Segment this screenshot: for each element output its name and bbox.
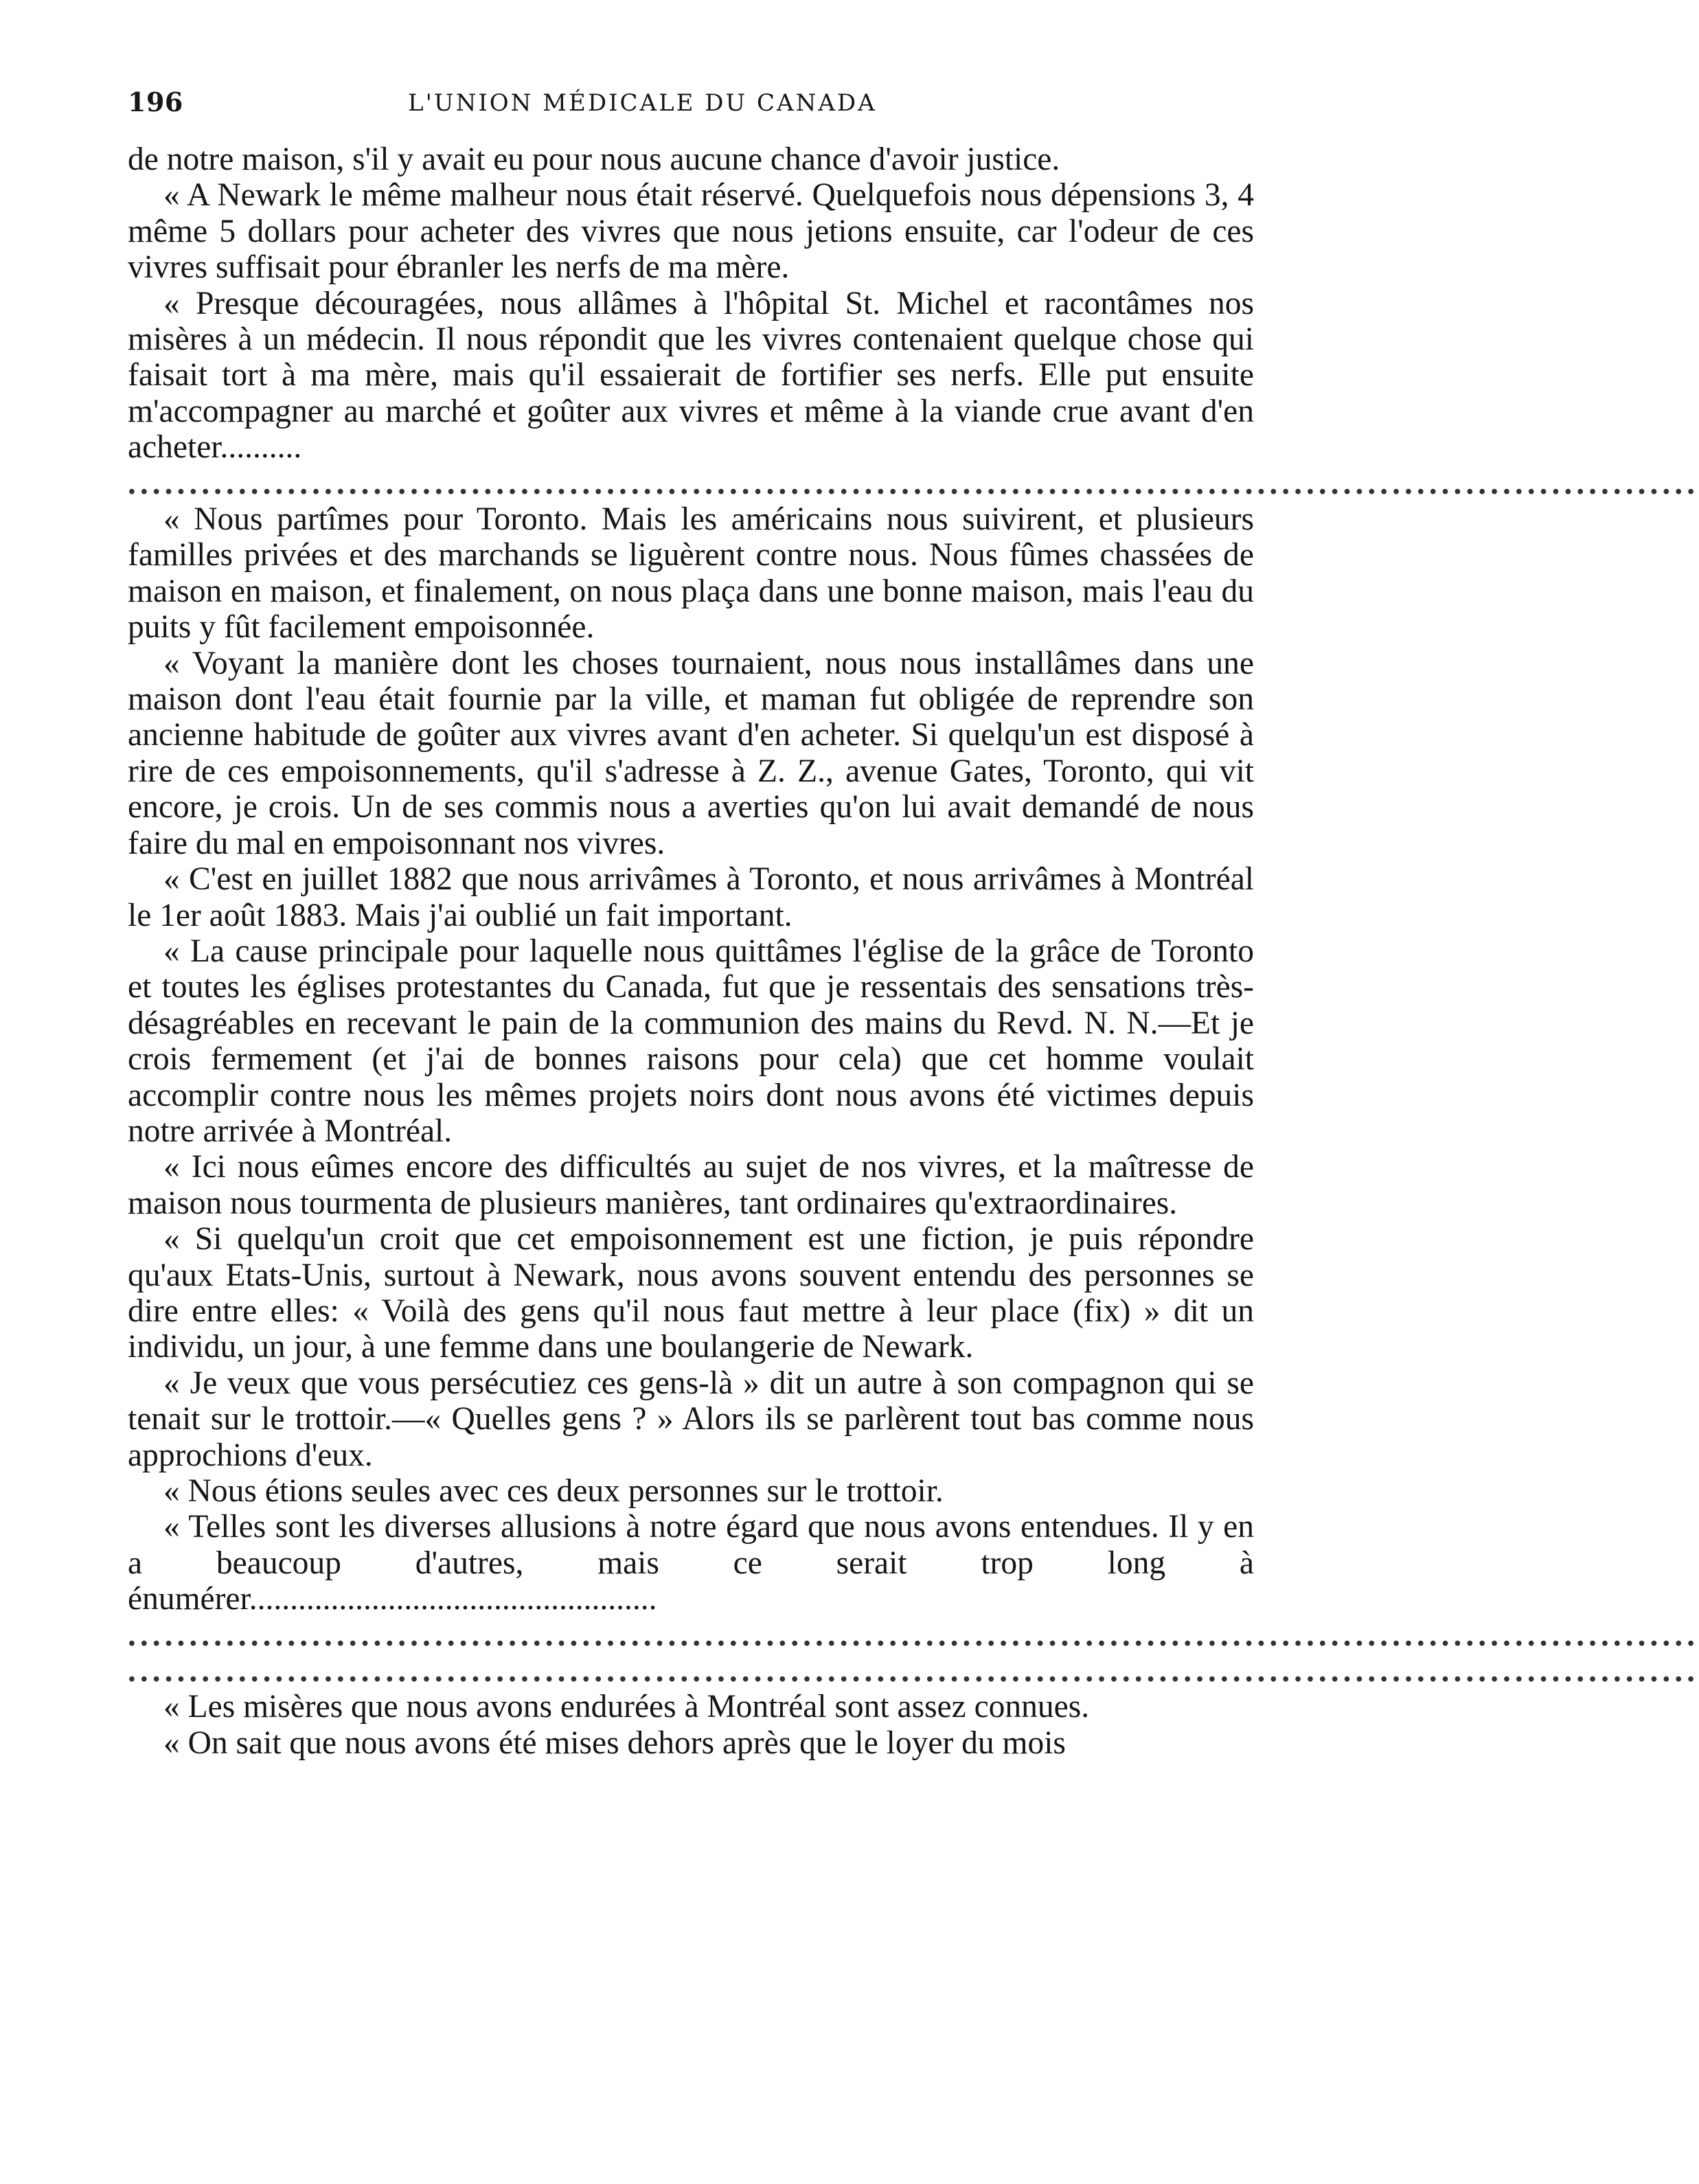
paragraph: « On sait que nous avons été mises dehors après que le loyer du mois xyxy=(163,1725,1066,1761)
paragraph: « La cause principale pour laquelle nous quittâmes l'église de la grâce de Toronto et toutes les églises protestantes du Canada, fut que je ressentais des sensations très-désagréables en recevant le pain de la communion des mains du Revd. N. N.—Et je crois fermement (et j'ai de bonnes raisons pour cela) que cet homme voulait accomplir contre nous les mêmes projets noirs dont nous avons été victimes depuis notre arrivée à Montréal. xyxy=(128,933,1254,1149)
dotted-separator: ................................................................................................................................ xyxy=(128,465,1699,501)
paragraph: de notre maison, s'il y avait eu pour nous aucune chance d'avoir justice. xyxy=(128,141,1060,177)
paragraph: « A Newark le même malheur nous était réservé. Quelquefois nous dépensions 3, 4 même 5 dollars pour acheter des vivres que nous jetions ensuite, car l'odeur de ces vivres suffisait pour ébranler les nerfs de ma mère. xyxy=(128,177,1254,286)
dotted-separator: ................................................................................................................................ xyxy=(128,1617,1699,1653)
paragraph: « Ici nous eûmes encore des difficultés au sujet de nos vivres, et la maîtresse de maison nous tourmenta de plusieurs manières, tant ordinaires qu'extraordinaires. xyxy=(128,1149,1254,1221)
running-header xyxy=(128,77,1254,125)
paragraph: « Telles sont les diverses allusions à notre égard que nous avons entendues. Il y en a beaucoup d'autres, mais ce serait trop long à énumérer.................................................. xyxy=(128,1509,1254,1617)
article-body xyxy=(128,141,1699,1761)
paragraph: « Les misères que nous avons endurées à Montréal sont assez connues. xyxy=(163,1689,1090,1725)
paragraph: « C'est en juillet 1882 que nous arrivâmes à Toronto, et nous arrivâmes à Montréal le 1er août 1883. Mais j'ai oublié un fait important. xyxy=(128,861,1254,933)
paragraph: « Si quelqu'un croit que cet empoisonnement est une fiction, je puis répondre qu'aux Etats-Unis, surtout à Newark, nous avons souvent entendu des personnes se dire entre elles: « Voilà des gens qu'il nous faut mettre à leur place (fix) » dit un individu, un jour, à une femme dans une boulangerie de Newark. xyxy=(128,1221,1254,1365)
paragraph: « Nous étions seules avec ces deux personnes sur le trottoir. xyxy=(163,1473,944,1510)
paragraph: « Je veux que vous persécutiez ces gens-là » dit un autre à son compagnon qui se tenait sur le trottoir.—« Quelles gens ? » Alors ils se parlèrent tout bas comme nous approchions d'eux. xyxy=(128,1365,1254,1473)
page-number: 196 xyxy=(128,87,183,117)
dotted-separator: ................................................................................................................................ xyxy=(128,1653,1699,1690)
page xyxy=(128,77,1699,2151)
paragraph: « Voyant la manière dont les choses tournaient, nous nous installâmes dans une maison dont l'eau était fournie par la ville, et maman fut obligée de reprendre son ancienne habitude de goûter aux vivres avant d'en acheter. Si quelqu'un est disposé à rire de ces empoisonnements, qu'il s'adresse à Z. Z., avenue Gates, Toronto, qui vit encore, je crois. Un de ses commis nous a averties qu'on lui avait demandé de nous faire du mal en empoisonnant nos vivres. xyxy=(128,645,1254,861)
paragraph: « Nous partîmes pour Toronto. Mais les américains nous suivirent, et plusieurs familles privées et des marchands se liguèrent contre nous. Nous fûmes chassées de maison en maison, et finalement, on nous plaça dans une bonne maison, mais l'eau du puits y fût facilement empoisonnée. xyxy=(128,501,1254,646)
journal-title: L'UNION MÉDICALE DU CANADA xyxy=(408,89,877,117)
paragraph: « Presque découragées, nous allâmes à l'hôpital St. Michel et racontâmes nos misères à un médecin. Il nous répondit que les vivres contenaient quelque chose qui faisait tort à ma mère, mais qu'il essaierait de fortifier ses nerfs. Elle put ensuite m'accompagner au marché et goûter aux vivres et même à la viande crue avant d'en acheter.......... xyxy=(128,285,1254,466)
